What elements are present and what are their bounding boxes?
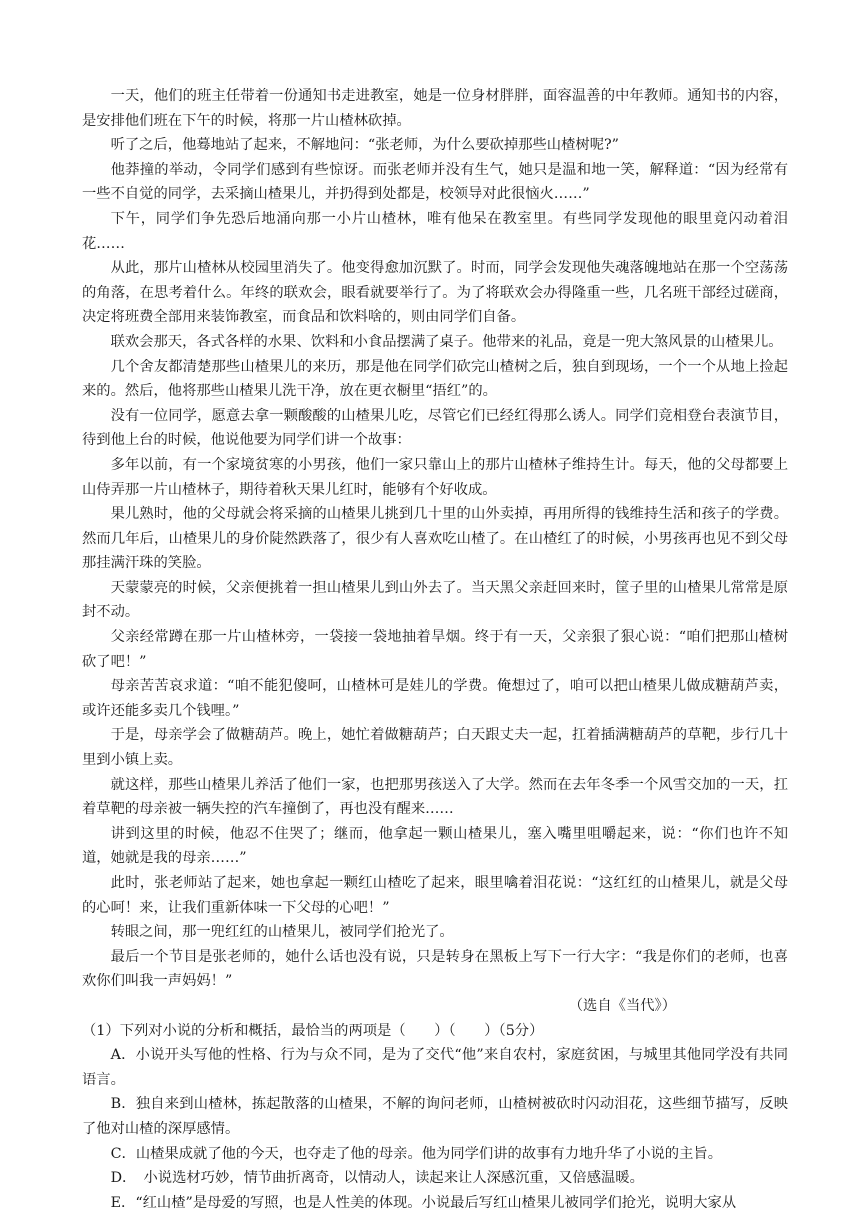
question-option-a: A．小说开头写他的性格、行为与众不同，是为了交代“他”来自农村，家庭贫困，与城里其他同学没有共同语言。 — [82, 1047, 788, 1088]
question-stem: （1）下列对小说的分析和概括，最恰当的两项是（ ）（ ）（5分） — [82, 1022, 544, 1039]
story-paragraph: 父亲经常蹲在那一片山楂林旁，一袋接一袋地抽着旱烟。终于有一天，父亲狠了狠心说：“咱们把那山楂树砍了吧！” — [82, 629, 788, 670]
story-paragraph: 讲到这里的时候，他忍不住哭了；继而，他拿起一颗山楂果儿，塞入嘴里咀嚼起来，说：“你们也许不知道，她就是我的母亲……” — [82, 825, 788, 867]
story-paragraph: 下午，同学们争先恐后地涌向那一小片山楂林，唯有他呆在教室里。有些同学发现他的眼里竟闪动着泪花…… — [82, 210, 788, 252]
question-option-d: D． 小说选材巧妙，情节曲折离奇，以情动人，读起来让人深感沉重，又倍感温暖。 — [110, 1170, 644, 1187]
question-option-b: B．独自来到山楂林，拣起散落的山楂果，不解的询问老师，山楂树被砍时闪动泪花，这些细节描写，反映了他对山楂的深厚感情。 — [82, 1096, 788, 1137]
story-paragraph: 一天，他们的班主任带着一份通知书走进教室，她是一位身材胖胖，面容温善的中年教师。通知书的内容，是安排他们班在下午的时候，将那一片山楂林砍掉。 — [82, 88, 788, 129]
story-paragraph: 就这样，那些山楂果儿养活了他们一家，也把那男孩送入了大学。然而在去年冬季一个风雪交加的一天，扛着草靶的母亲被一辆失控的汽车撞倒了，再也没有醒来…… — [82, 776, 788, 818]
story-paragraph: 转眼之间，那一兜红红的山楂果儿，被同学们抢光了。 — [110, 924, 454, 941]
source-citation: （选自《当代》） — [568, 997, 676, 1014]
story-paragraph: 天蒙蒙亮的时候，父亲便挑着一担山楂果儿到山外去了。当天黑父亲赶回来时，筐子里的山楂果儿常常是原封不动。 — [82, 579, 788, 621]
question-option-e: E．“红山楂”是母爱的写照，也是人性美的体现。小说最后写红山楂果儿被同学们抢光，说明大家从 — [110, 1194, 737, 1211]
story-paragraph: 他莽撞的举动，令同学们感到有些惊讶。而张老师并没有生气，她只是温和地一笑，解释道：“因为经常有一些不自觉的同学，去采摘山楂果儿，并扔得到处都是，校领导对此很恼火……” — [82, 161, 788, 203]
story-paragraph: 果儿熟时，他的父母就会将采摘的山楂果儿挑到几十里的山外卖掉，再用所得的钱维持生活和孩子的学费。然而几年后，山楂果儿的身价陡然跌落了，很少有人喜欢吃山楂了。在山楂红了的时候，小男孩再也见不到父母那挂满汗珠的笑脸。 — [82, 506, 788, 572]
story-paragraph: 没有一位同学，愿意去拿一颗酸酸的山楂果儿吃，尽管它们已经红得那么诱人。同学们竞相登台表演节目，待到他上台的时候，他说他要为同学们讲一个故事： — [82, 407, 788, 449]
story-paragraph: 从此，那片山楂林从校园里消失了。他变得愈加沉默了。时而，同学会发现他失魂落魄地站在那一个空荡荡的角落，在思考着什么。年终的联欢会，眼看就要举行了。为了将联欢会办得隆重一些，几名班干部经过磋商，决定将班费全部用来装饰教室，而食品和饮料啥的，则由同学们自备。 — [82, 260, 788, 326]
story-paragraph: 多年以前，有一个家境贫寒的小男孩，他们一家只靠山上的那片山楂林子维持生计。每天，他的父母都要上山侍弄那一片山楂林子，期待着秋天果儿红时，能够有个好收成。 — [82, 456, 788, 498]
story-paragraph: 最后一个节目是张老师的，她什么话也没有说，只是转身在黑板上写下一行大字：“我是你们的老师，也喜欢你们叫我一声妈妈！” — [82, 948, 788, 990]
story-paragraph: 母亲苦苦哀求道：“咱不能犯傻呵，山楂林可是娃儿的学费。俺想过了，咱可以把山楂果儿做成糖葫芦卖，或许还能多卖几个钱哩。” — [82, 678, 788, 719]
story-paragraph: 联欢会那天，各式各样的水果、饮料和小食品摆满了桌子。他带来的礼品，竟是一兜大煞风景的山楂果儿。 — [110, 333, 783, 350]
question-option-c: C．山楂果成就了他的今天，也夺走了他的母亲。他为同学们讲的故事有力地升华了小说的主旨。 — [110, 1145, 722, 1162]
story-paragraph: 此时，张老师站了起来，她也拿起一颗红山楂吃了起来，眼里噙着泪花说：“这红红的山楂果儿，就是父母的心呵！来，让我们重新体味一下父母的心吧！” — [82, 875, 788, 916]
story-paragraph: 几个舍友都清楚那些山楂果儿的来历，那是他在同学们砍完山楂树之后，独自到现场，一个一个从地上捡起来的。然后，他将那些山楂果儿洗干净，放在更衣橱里“捂红”的。 — [82, 358, 788, 400]
story-paragraph: 听了之后，他蓦地站了起来，不解地问：“张老师，为什么要砍掉那些山楂树呢?” — [110, 137, 619, 154]
story-paragraph: 于是，母亲学会了做糖葫芦。晚上，她忙着做糖葫芦；白天跟丈夫一起，扛着插满糖葫芦的草靶，步行几十里到小镇上卖。 — [82, 727, 788, 769]
